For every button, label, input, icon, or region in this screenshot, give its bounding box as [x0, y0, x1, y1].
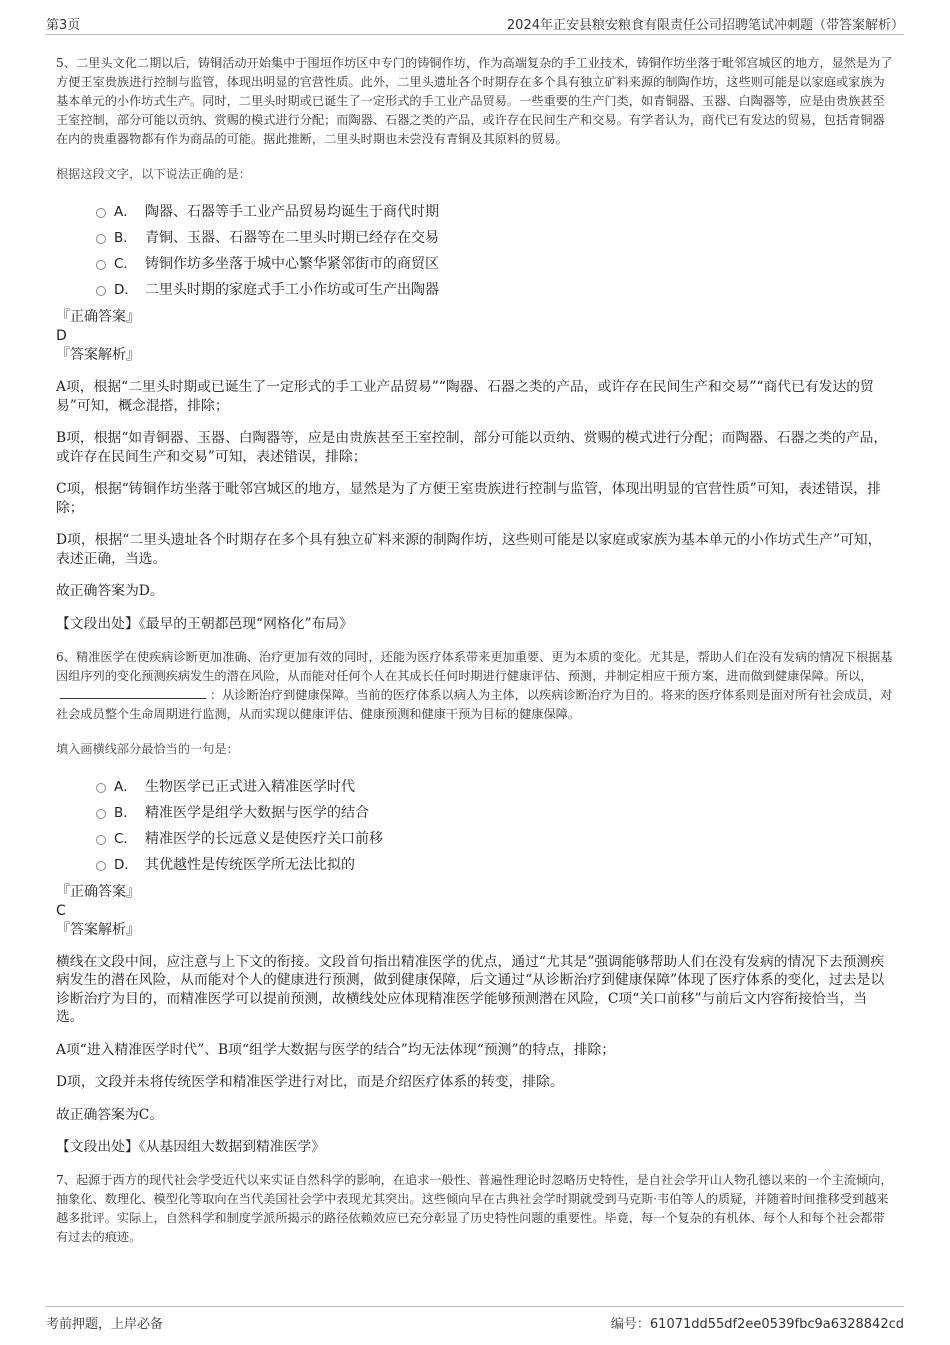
question-prompt: 填入画横线部分最恰当的一句是：: [56, 741, 239, 756]
analysis-paragraph: D项，根据“二里头遗址各个时期存在多个具有独立矿料来源的制陶作坊，这些则可能是以家庭或家族为基本单元的小作坊式生产”可知，表述正确，当选。: [56, 532, 882, 567]
option-letter: A．: [114, 204, 137, 220]
option-text: 陶器、石器等手工业产品贸易均诞生于商代时期: [145, 204, 439, 220]
answer-label: 『正确答案』: [56, 309, 140, 325]
question-passage: [56, 648, 894, 724]
radio-button-d[interactable]: [96, 286, 106, 296]
option-letter: B．: [114, 230, 137, 246]
analysis-paragraph: B项，根据“如青铜器、玉器、白陶器等，应是由贵族甚至王室控制，部分可能以贡纳、赏赐的模式进行分配；而陶器、石器之类的产品，或许存在民间生产和交易”可知，表述错误，排除；: [56, 430, 888, 465]
option-d[interactable]: [56, 277, 894, 303]
radio-button-b[interactable]: [96, 809, 106, 819]
analysis-conclusion: 故正确答案为D。: [56, 583, 164, 599]
question-passage: 5、二里头文化二期以后，铸铜活动开始集中于围垣作坊区中专门的铸铜作坊，作为高端复杂的手工业技术，铸铜作坊坐落于毗邻宫城区的地方，显然是为了方便王室贵族进行控制与监管，体现出明显的官营性质。此外，二里头遗址各个时期存在多个具有独立矿料来源的制陶作坊，这些则可能是以家庭或家族为基本单元的小作坊式生产。同时，二里头时期或已诞生了一定形式的手工业产品贸易。一些重要的生产门类，如青铜器、玉器、白陶器等，应是由贵族甚至王室控制，部分可能以贡纳、赏赐的模式进行分配；而陶器、石器之类的产品，或许存在民间生产和交易。有学者认为，商代已有发达的贸易，包括青铜器在内的贵重器物都有作为商品的可能。据此推断，二里头时期也未尝没有青铜及其原料的贸易。: [56, 56, 893, 146]
fill-in-blank: [60, 686, 206, 699]
question-5: [56, 54, 894, 634]
analysis-conclusion: 故正确答案为C。: [56, 1106, 164, 1123]
option-letter: D．: [114, 856, 138, 873]
question-prompt: 根据这段文字，以下说法正确的是：: [56, 167, 251, 181]
page-footer: [46, 1306, 904, 1331]
option-text: 生物医学已正式进入精准医学时代: [145, 778, 355, 795]
analysis-paragraph: A项“进入精准医学时代”、B项“组学大数据与医学的结合”均无法体现“预测”的特点，排除；: [56, 1041, 616, 1058]
option-letter: C．: [114, 256, 137, 272]
source-citation: 【文段出处】《最早的王朝都邑现“网格化”布局》: [56, 615, 353, 632]
option-text: 铸铜作坊多坐落于城中心繁华紧邻街市的商贸区: [145, 256, 439, 272]
page-content: [56, 54, 894, 1247]
passage-after-blank: ：从诊断治疗到健康保障。当前的医疗体系以病人为主体，以疾病诊断治疗为目的。将来的医疗体系则是面对所有社会成员，对社会成员整个生命周期进行监测，从而实现以健康评估、健康预测和健康干预为目标的健康保障。: [56, 687, 893, 721]
option-letter: B．: [114, 804, 137, 821]
option-a[interactable]: [56, 199, 894, 225]
page-header: [46, 14, 904, 35]
analysis-paragraph: D项，文段并未将传统医学和精准医学进行对比，而是介绍医疗体系的转变，排除。: [56, 1074, 564, 1090]
analysis-label: 『答案解析』: [56, 347, 140, 363]
option-text: 精准医学是组学大数据与医学的结合: [145, 804, 369, 821]
option-text: 精准医学的长远意义是使医疗关口前移: [145, 830, 383, 847]
radio-button-a[interactable]: [96, 208, 106, 218]
option-letter: C．: [114, 830, 137, 847]
source-citation: 【文段出处】《从基因组大数据到精准医学》: [56, 1139, 326, 1155]
question-7: [56, 1171, 894, 1247]
passage-before-blank: 6、精准医学在使疾病诊断更加准确、治疗更加有效的同时，还能为医疗体系带来更加重要、更为本质的变化。尤其是，帮助人们在没有发病的情况下根据基因组序列的变化预测疾病发生的潜在风险，从而能对任何个人在其成长任何时期进行健康评估、预测，并制定相应干预方案，进而做到健康保障。所以，: [56, 649, 893, 683]
radio-button-b[interactable]: [96, 234, 106, 244]
analysis-paragraph: C项，根据“铸铜作坊坐落于毗邻宫城区的地方，显然是为了方便王室贵族进行控制与监管，体现出明显的官营性质”可知，表述错误，排除；: [56, 481, 881, 516]
option-d[interactable]: [56, 852, 894, 878]
document-title: 2024年正安县粮安粮食有限责任公司招聘笔试冲刺题（带答案解析）: [506, 18, 904, 33]
analysis-paragraph: 横线在文段中间，应注意与上下文的衔接。文段首句指出精准医学的优点，通过“尤其是”强调能够帮助人们在没有发病的情况下去预测疾病发生的潜在风险，从而能对个人的健康进行预测，做到健康保障，后文通过“从诊断治疗到健康保障”体现了医疗体系的变化，过去是以诊断治疗为目的，而精准医学可以提前预测，故横线处应体现精准医学能够预测潜在风险，C项“关口前移”与前后文内容衔接恰当，当选。: [56, 953, 885, 1025]
radio-button-a[interactable]: [96, 783, 106, 793]
option-list: [56, 199, 894, 303]
option-b[interactable]: [56, 225, 894, 251]
correct-answer: C: [56, 902, 66, 919]
question-passage: 7、起源于西方的现代社会学受近代以来实证自然科学的影响，在追求一般性、普遍性理论时忽略历史特性，是自社会学开山人物孔德以来的一个主流倾向，抽象化、数理化、模型化等取向在当代美国社会学中表现尤其突出。这些倾向早在古典社会学时期就受到马克斯·韦伯等人的质疑，并随着时间推移受到越来越多批评。实际上，自然科学和制度学派所揭示的路径依赖效应已充分彰显了历史特性问题的重要性。毕竟，每一个复杂的有机体、每个人和每个社会都带有过去的痕迹。: [56, 1173, 893, 1244]
option-letter: D．: [114, 282, 138, 298]
option-a[interactable]: [56, 774, 894, 800]
correct-answer: D: [56, 328, 67, 344]
option-c[interactable]: [56, 251, 894, 277]
answer-label: 『正确答案』: [56, 883, 140, 900]
option-text: 青铜、玉器、石器等在二里头时期已经存在交易: [145, 230, 439, 246]
radio-button-c[interactable]: [96, 835, 106, 845]
option-text: 其优越性是传统医学所无法比拟的: [145, 856, 355, 873]
option-b[interactable]: [56, 800, 894, 826]
radio-button-c[interactable]: [96, 260, 106, 270]
analysis-paragraph: A项，根据“二里头时期或已诞生了一定形式的手工业产品贸易”“陶器、石器之类的产品，或许存在民间生产和交易”“商代已有发达的贸易”可知，概念混搭，排除；: [56, 379, 874, 414]
option-c[interactable]: [56, 826, 894, 852]
question-6: [56, 648, 894, 1158]
radio-button-d[interactable]: [96, 861, 106, 871]
analysis-label: 『答案解析』: [56, 921, 140, 938]
document-code: 编号：61071dd55df2ee0539fbc9a6328842cd: [610, 1317, 904, 1332]
option-text: 二里头时期的家庭式手工小作坊或可生产出陶器: [145, 282, 439, 298]
page-number: 第3页: [46, 18, 81, 33]
option-letter: A．: [114, 778, 137, 795]
footer-slogan: 考前押题，上岸必备: [46, 1317, 164, 1332]
option-list: [56, 774, 894, 878]
